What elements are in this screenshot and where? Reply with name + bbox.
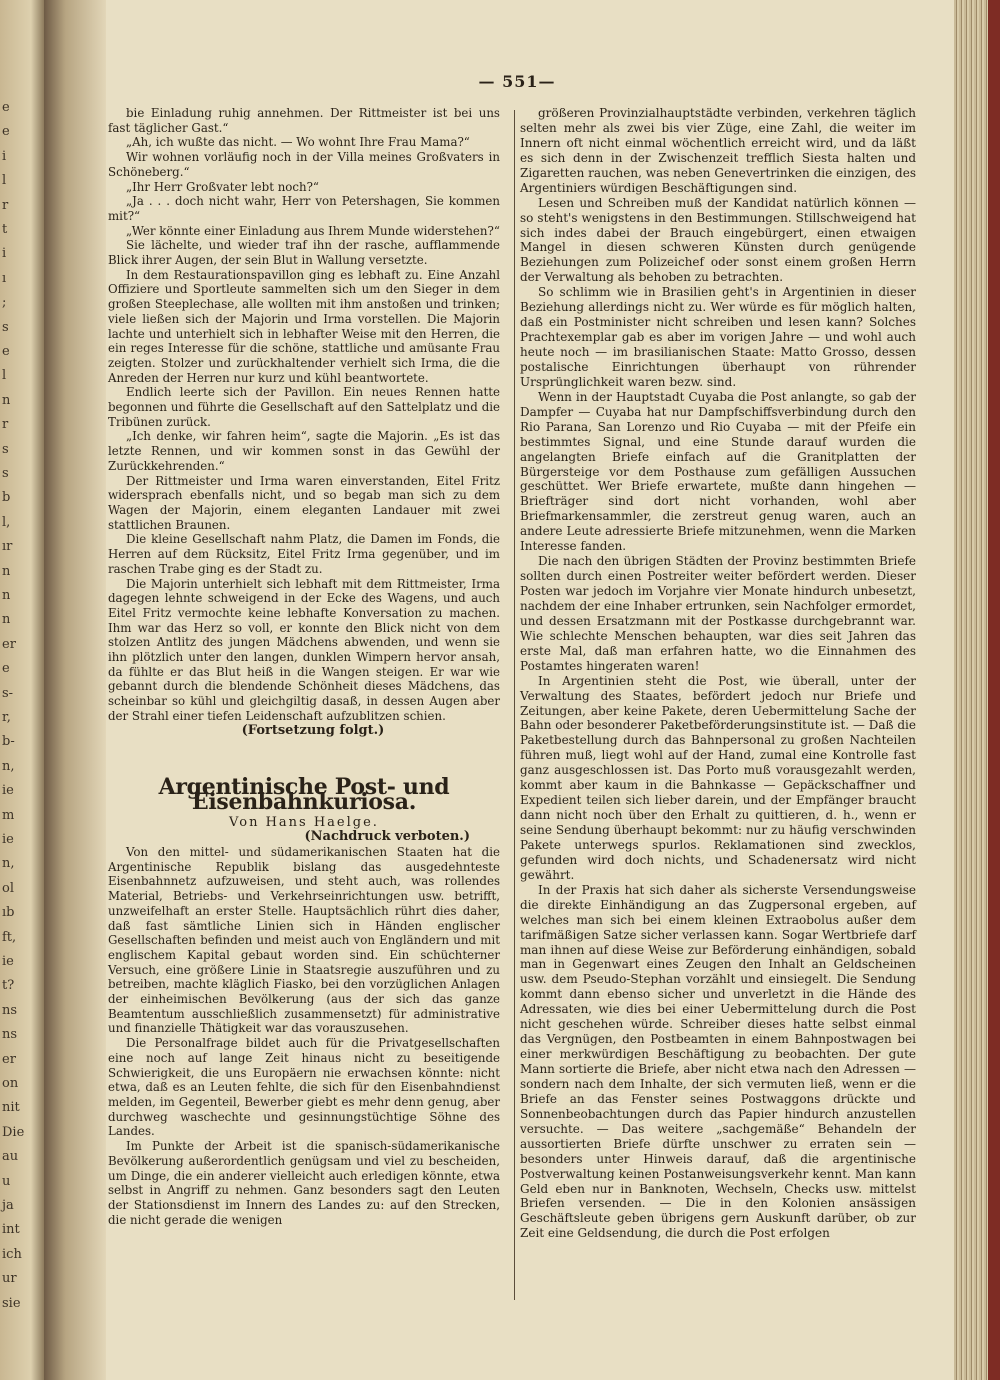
paragraph: größeren Provinzialhauptstädte verbinden, verkehren täglich selten mehr als zwei bis vier Züge, eine Zahl, die weiter im Innern oft nicht einmal wöchentlich erreicht wird, und da läßt es sich denn in der Zwischenzeit trefflich Siesta halten und Zigaretten rauchen, was neben Genevertrinken die einzigen, des Argentiniers würdigen Beschäftigungen sind. bbox=[520, 106, 916, 195]
margin-fragment: ie bbox=[2, 783, 14, 799]
margin-fragment: ja bbox=[2, 1198, 14, 1213]
paragraph: bie Einladung ruhig annehmen. Der Rittmeister ist bei uns fast täglicher Gast.“ bbox=[108, 106, 500, 135]
margin-fragment: ie bbox=[2, 832, 14, 847]
article-text bbox=[108, 845, 500, 1227]
margin-fragment: ur bbox=[2, 1271, 17, 1287]
paragraph: Von den mittel- und südamerikanischen Staaten hat die Argentinische Republik bislang das ausgedehnteste Eisenbahnnetz aufzuweisen, und steht auch, was rollendes Material, Betriebs- und Verkehrseinrichtungen usw. betrifft, unzweifelhaft an erster Stelle. Hauptsächlich rührt dies daher, daß fast sämtliche Linien sich in Händen englischer Gesellschaften befinden und meist auch von Engländern und mit englischem Kapital gebaut worden sind. Ein schüchterner Versuch, eine größere Linie in Staatsregie auszuführen und zu betreiben, machte kläglich Fiasko, bei den vorzüglichen Anlagen der einheimischen Bevölkerung (aus der sich das ganze Beamtentum ausschließlich zusammensetzt) für administrative und finanzielle Thätigkeit war das vorauszusehen. bbox=[108, 845, 500, 1036]
paragraph: Der Rittmeister und Irma waren einverstanden, Eitel Fritz widersprach ebenfalls nicht, und so begab man sich zu dem Wagen der Majorin, einem eleganten Landauer mit zwei stattlichen Braunen. bbox=[108, 473, 500, 532]
margin-fragment: sie bbox=[2, 1295, 21, 1311]
paragraph: Die Personalfrage bildet auch für die Privatgesellschaften eine noch auf lange Zeit hinaus nicht zu beseitigende Schwierigkeit, die uns Europäern nie erwachsen könnte: nicht etwa, daß es an Leuten fehlte, die sich für den Eisenbahndienst melden, im Gegenteil, Bewerber giebt es mehr denn genug, aber durchweg waschechte und gesinnungstüchtige Söhne des Landes. bbox=[108, 1036, 500, 1139]
margin-fragment: u bbox=[2, 1173, 11, 1189]
margin-fragment: s bbox=[2, 319, 9, 335]
paragraph: Die Majorin unterhielt sich lebhaft mit dem Rittmeister, Irma dagegen lehnte schweigend in der Ecke des Wagens, und auch Eitel Fritz vermochte keine lebhafte Konversation zu machen. Ihm war das Herz so voll, er konnte den Blick nicht von dem stolzen Antlitz des jungen Mädchens abwenden, und wenn sie ihn plötzlich unter den langen, dunklen Wimpern hervor ansah, da fühlte er das Blut heiß in die Wangen steigen. Er war wie gebannt durch die blendende Schönheit dieses Mädchens, das scheinbar so kühl und gleichgiltig dasaß, in dessen Augen aber der Strahl einer tiefen Leidenschaft aufzublitzen schien. bbox=[108, 576, 500, 723]
margin-fragment: m bbox=[2, 807, 15, 823]
reprint-note: (Nachdruck verboten.) bbox=[304, 829, 470, 845]
margin-fragment: ns bbox=[2, 1002, 18, 1018]
margin-fragment: s bbox=[2, 466, 9, 481]
continued-note: (Fortsetzung folgt.) bbox=[241, 722, 385, 738]
margin-fragment: n, bbox=[2, 856, 15, 872]
margin-fragment: e bbox=[2, 124, 10, 140]
left-column bbox=[108, 106, 500, 1227]
margin-fragment: ır bbox=[2, 539, 13, 555]
margin-fragment: int bbox=[2, 1222, 20, 1238]
paragraph: Die nach den übrigen Städten der Provinz bestimmten Briefe sollten durch einen Postreiter weiter befördert werden. Dieser Posten war jedoch im Vorjahre vier Monate hindurch unbesetzt, nachdem der eine Inhaber ertrunken, sein Nachfolger ermordet, und dessen Ersatzmann mit der Postkasse durchgebrannt war. Wie schlechte Menschen behaupten, war dies seit Jahren das erste Mal, daß man erfahren hatte, wo die Einnahmen des Postamtes hingeraten waren! bbox=[520, 554, 916, 673]
margin-fragment: r bbox=[2, 197, 9, 213]
paragraph: Wir wohnen vorläufig noch in der Villa meines Großvaters in Schöneberg.“ bbox=[108, 150, 500, 179]
paragraph: „Ah, ich wußte das nicht. — Wo wohnt Ihre Frau Mama?“ bbox=[126, 135, 470, 150]
paragraph: „Wer könnte einer Einladung aus Ihrem Munde widerstehen?“ bbox=[126, 223, 500, 238]
margin-fragment: t? bbox=[2, 978, 15, 994]
paragraph: Wenn in der Hauptstadt Cuyaba die Post anlangte, so gab der Dampfer — Cuyaba hat nur Dampfschiffsverbindung durch den Rio Parana, San Lorenzo und Rio Cuyaba — mit der Pfeife ein bestimmtes Signal, und eine Stunde darauf wurden die angelangten Briefe einfach auf die Granitplatten der Bürgersteige vor dem Posthause zum gefälligen Aussuchen geschüttet. Wer Briefe erwartete, mußte dann hingehen — Briefträger sind dort nicht vorhanden, wohl aber Briefmarkensammler, die zerstreut genug waren, auch an andere Leute adressierte Briefe mitzunehmen, wenn die Marken Interesse fanden. bbox=[520, 389, 916, 554]
paragraph: „Ihr Herr Großvater lebt noch?“ bbox=[126, 179, 319, 194]
margin-fragment: i bbox=[2, 246, 7, 262]
margin-fragment: n bbox=[2, 392, 11, 408]
margin-fragment: l, bbox=[2, 514, 11, 530]
margin-fragment: r, bbox=[2, 710, 11, 725]
article-headline: Argentinische Post- und Eisenbahnkuriosa. bbox=[158, 774, 450, 815]
margin-fragment: e bbox=[2, 344, 10, 359]
margin-fragment: b bbox=[2, 490, 11, 506]
page-edges bbox=[954, 0, 1000, 1380]
paragraph: Endlich leerte sich der Pavillon. Ein neues Rennen hatte begonnen und führte die Gesellschaft auf den Sattelplatz und die Tribünen zurück. bbox=[108, 385, 500, 429]
paragraph: Sie lächelte, und wieder traf ihn der rasche, aufflammende Blick ihrer Augen, der sein Blut in Wallung versetzte. bbox=[108, 238, 500, 268]
margin-fragment: nit bbox=[2, 1100, 20, 1116]
margin-fragment: ı bbox=[2, 270, 7, 286]
paragraph: „Ja . . . doch nicht wahr, Herr von Petershagen, Sie kommen mit?“ bbox=[108, 194, 500, 223]
margin-fragment: n bbox=[2, 588, 11, 603]
paragraph: So schlimm wie in Brasilien geht's in Argentinien in dieser Beziehung allerdings nicht zu. Wer würde es für möglich halten, daß ein Postminister nicht schreiben und lesen kann? Solches Prachtexemplar gab es aber im vorigen Jahre — und wohl auch heute noch — im brasilianischen Staate: Matto Grosso, dessen postalische Einrichtungen überhaupt von rührender Ursprünglichkeit waren bezw. sind. bbox=[520, 285, 916, 389]
margin-fragment: on bbox=[2, 1076, 19, 1091]
margin-fragment: er bbox=[2, 636, 16, 652]
column-rule bbox=[514, 110, 515, 1300]
paragraph: Lesen und Schreiben muß der Kandidat natürlich können — so steht's wenigstens in den Bestimmungen. Stillschweigend hat sich indes dabei der Brauch eingebürgert, einen etwaigen Mangel in diesen schweren Künsten durch genügende Beziehungen zum Polizeichef oder sonst einem großen Herrn der Verwaltung als behoben zu betrachten. bbox=[520, 195, 916, 285]
margin-fragment: b- bbox=[2, 734, 15, 750]
margin-fragment: l bbox=[2, 368, 7, 384]
margin-fragment: l bbox=[2, 173, 7, 189]
margin-fragment: r bbox=[2, 417, 9, 433]
margin-fragment: s- bbox=[2, 685, 14, 701]
margin-fragment: n, bbox=[2, 758, 15, 774]
margin-fragment: ol bbox=[2, 880, 14, 896]
margin-fragment: er bbox=[2, 1051, 16, 1067]
article-byline: Von Hans Haelge. bbox=[229, 814, 379, 830]
paragraph: Im Punkte der Arbeit ist die spanisch-südamerikanische Bevölkerung außerordentlich genügsam und viel zu bescheiden, um Dinge, die ein anderer vielleicht auch erledigen könnte, etwa selbst in Angriff zu nehmen. Ganz besonders sagt den Leuten der Stationsdienst im Innern des Landes zu: auf den Strecken, die nicht gerade die wenigen bbox=[108, 1139, 500, 1227]
paragraph: In dem Restaurationspavillon ging es lebhaft zu. Eine Anzahl Offiziere und Sportleute sammelten sich um den Sieger in dem großen Steeplechase, alle wollten mit ihm anstoßen und trinken; viele ließen sich der Majorin und Irma vorstellen. Die Majorin lachte und unterhielt sich in lebhafter Weise mit den Herren, die ein reges Interesse für die schöne, stattliche und amüsante Frau zeigten. Stolzer und zurückhaltender verhielt sich Irma, die die Anreden der Herren nur kurz und kühl beantwortete. bbox=[108, 267, 500, 385]
margin-fragment: Die bbox=[2, 1124, 25, 1140]
margin-fragment: e bbox=[2, 661, 10, 677]
margin-fragment: ıb bbox=[2, 905, 15, 921]
adjacent-page-edge bbox=[0, 0, 44, 1380]
margin-fragment: i bbox=[2, 148, 7, 164]
serial-story-text bbox=[108, 106, 500, 724]
margin-fragment: ; bbox=[2, 295, 7, 311]
margin-fragment: ns bbox=[2, 1027, 18, 1043]
paragraph: Die kleine Gesellschaft nahm Platz, die Damen im Fonds, die Herren auf dem Rücksitz, Eitel Fritz Irma gegenüber, und im raschen Trabe ging es der Stadt zu. bbox=[108, 532, 500, 576]
margin-fragment: e bbox=[2, 100, 10, 115]
paragraph: „Ich denke, wir fahren heim“, sagte die Majorin. „Es ist das letzte Rennen, und wir kommen sonst in das Gewühl der Zurückkehrenden.“ bbox=[108, 429, 500, 473]
paragraph: In der Praxis hat sich daher als sicherste Versendungsweise die direkte Einhändigung an das Zugpersonal ergeben, auf welches man sich bei einem kleinen Extraobolus außer dem tarifmäßigen Satze sicher verlassen kann. Sogar Wertbriefe darf man ihnen auf diese Weise zur Beförderung einhändigen, sobald man in Gegenwart eines Zeugen den Inhalt an Geldscheinen usw. dem Pseudo-Stephan vorzählt und einsiegelt. Die Sendung kommt dann ebenso sicher und unverletzt in die Hände des Adressaten, wie dies bei einer Uebermittelung durch die Post nicht geschehen würde. Schreiber dieses hatte selbst einmal das Vergnügen, den Postbeamten in einem Bahnpostwagen bei einer merkwürdigen Beschäftigung zu beobachten. Der gute Mann sortierte die Briefe, aber nicht etwa nach den Adressen — sondern nach dem Inhalte, der sich vermuten ließ, wenn er die Briefe an das Fenster seines Postwaggons drückte und Sonnenbeobachtungen durch das Papier hindurch anzustellen versuchte. — Das weitere „sachgemäße“ Behandeln der aussortierten Briefe dürfte unschwer zu erraten sein — besonders unter Hinweis darauf, daß die argentinische Postverwaltung keinen Postanweisungsverkehr kennt. Man kann Geld eben nur in Banknoten, Wechseln, Checks usw. mittelst Briefen versenden. — Die in den Kolonien ansässigen Geschäftsleute geben übrigens gern Auskunft darüber, ob zur Zeit eine Geldsendung, die durch die Post erfolgen bbox=[520, 882, 916, 1241]
margin-fragment: t bbox=[2, 222, 8, 237]
paragraph: In Argentinien steht die Post, wie überall, unter der Verwaltung des Staates, befördert jedoch nur Briefe und Zeitungen, aber keine Pakete, deren Uebermittelung Sache der Bahn oder besonderer Paketbeförderungsinstitute ist. — Daß die Paketbestellung durch das Bahnpersonal zu großen Nachteilen führen muß, liegt wohl auf der Hand, zumal eine Kontrolle fast ganz ausgeschlossen ist. Das Porto muß vorausgezahlt werden, kommt aber kaum in die Bahnkasse — Gepäckschaffner und Expedient teilen sich lieber darein, und der Empfänger braucht dann nicht noch über den Erhalt zu quittieren, d. h., wenn er seine Sendung überhaupt bekommt: nur zu häufig verschwinden Pakete unterwegs spurlos. Reklamationen sind zwecklos, gefunden wird doch nichts, und Schadenersatz wird nicht gewährt. bbox=[520, 673, 916, 882]
book-gutter bbox=[44, 0, 106, 1380]
margin-fragment: n bbox=[2, 612, 11, 628]
right-column bbox=[520, 106, 916, 1241]
margin-fragment: n bbox=[2, 563, 11, 579]
margin-fragment: ich bbox=[2, 1246, 22, 1262]
margin-fragment: ie bbox=[2, 954, 14, 969]
margin-fragment: ft, bbox=[2, 929, 17, 945]
margin-fragment: au bbox=[2, 1149, 19, 1165]
page-number: — 551— bbox=[478, 72, 556, 91]
margin-fragment: s bbox=[2, 441, 9, 457]
newspaper-page bbox=[106, 0, 954, 1380]
